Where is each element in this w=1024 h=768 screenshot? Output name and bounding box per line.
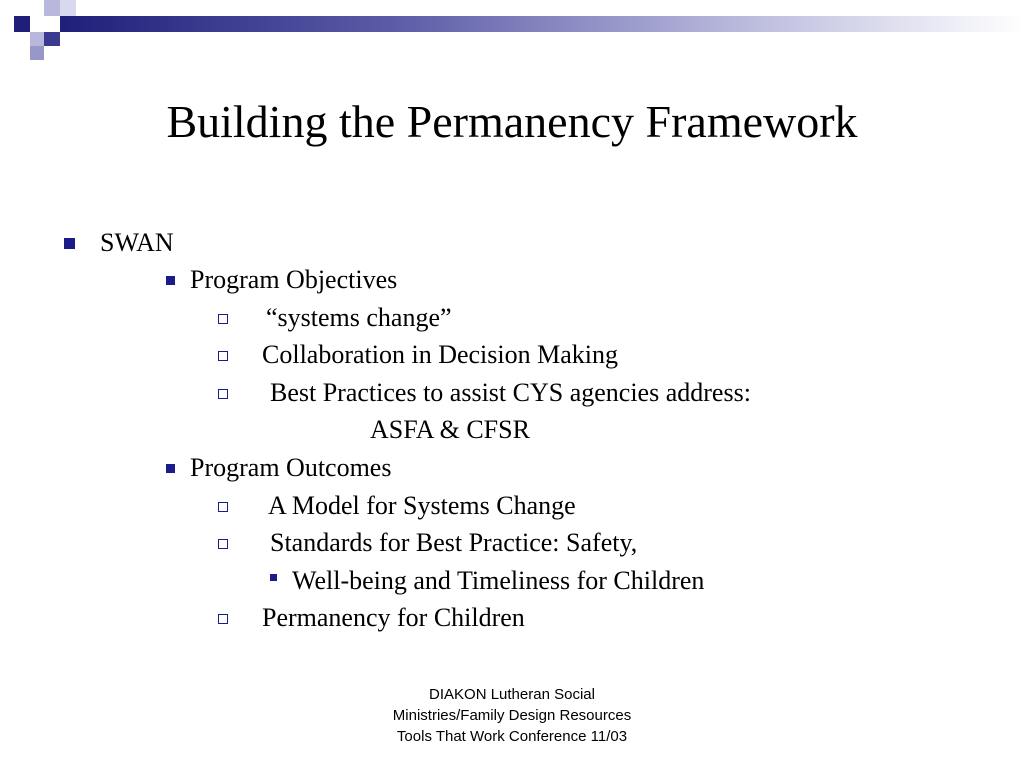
small-square-bullet-icon	[270, 574, 277, 581]
decor-square-navy-2	[44, 32, 60, 46]
bullet-model-systems-change: A Model for Systems Change	[268, 491, 576, 520]
bullet-best-practices: Best Practices to assist CYS agencies address:	[270, 378, 751, 407]
square-bullet-icon	[64, 238, 75, 249]
text-asfa-cfsr: ASFA & CFSR	[370, 415, 530, 444]
bullet-swan: SWAN	[100, 228, 174, 257]
square-bullet-icon	[166, 464, 175, 473]
bullet-systems-change: “systems change”	[266, 303, 452, 332]
hollow-square-bullet-icon	[218, 351, 228, 361]
hollow-square-bullet-icon	[218, 389, 228, 399]
bullet-collaboration: Collaboration in Decision Making	[262, 340, 619, 369]
header-gradient-bar	[60, 16, 1024, 32]
bullet-wellbeing: Well-being and Timeliness for Children	[292, 566, 705, 595]
decor-square-light-1	[44, 0, 60, 16]
decor-square-light-3	[30, 32, 44, 46]
hollow-square-bullet-icon	[218, 539, 228, 549]
hollow-square-bullet-icon	[218, 502, 228, 512]
hollow-square-bullet-icon	[218, 614, 228, 624]
decor-square-light-4	[30, 46, 44, 60]
bullet-program-outcomes: Program Outcomes	[190, 453, 392, 482]
bullet-standards: Standards for Best Practice: Safety,	[270, 528, 638, 557]
footer-line-3: Tools That Work Conference 11/03	[396, 728, 628, 745]
slide-title: Building the Permanency Framework	[166, 96, 858, 147]
bullet-program-objectives: Program Objectives	[190, 265, 398, 294]
decor-square-navy-1	[14, 16, 30, 32]
footer-line-2: Ministries/Family Design Resources	[392, 707, 632, 724]
slide-footer	[312, 684, 712, 747]
hollow-square-bullet-icon	[218, 314, 228, 324]
footer-line-1: DIAKON Lutheran Social	[429, 686, 595, 703]
decor-square-light-2	[60, 0, 76, 16]
bullet-permanency: Permanency for Children	[262, 603, 525, 632]
square-bullet-icon	[166, 276, 175, 285]
